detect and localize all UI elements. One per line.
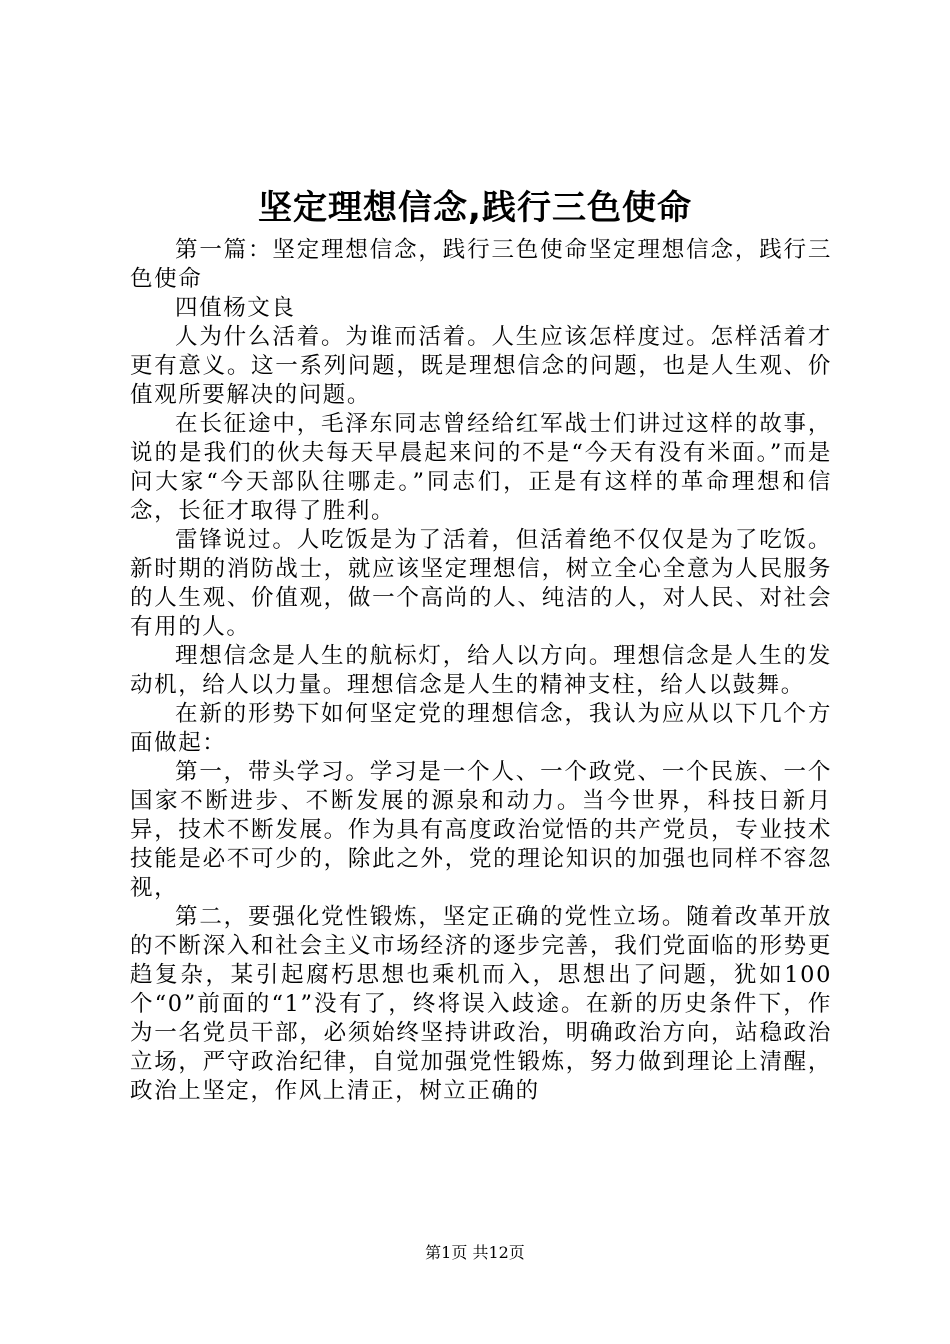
paragraph: 第二，要强化党性锻炼，坚定正确的党性立场。随着改革开放的不断深入和社会主义市场经济的逐步完善，我们党面临的形势更趋复杂，某引起腐朽思想也乘机而入，思想出了问题，犹如100个“0”前面的“1”没有了，终将误入歧途。在新的历史条件下，作为一名党员干部，必须始终坚持讲政治，明确政治方向，站稳政治立场，严守政治纪律，自觉加强党性锻炼，努力做到理论上清醒，政治上坚定，作风上清正，树立正确的 (130, 904, 832, 1104)
document-title: 坚定理想信念,践行三色使命 (258, 188, 692, 228)
paragraph: 雷锋说过。人吃饭是为了活着，但活着绝不仅仅是为了吃饭。新时期的消防战士，就应该坚定理想信，树立全心全意为人民服务的人生观、价值观，做一个高尚的人、纯洁的人，对人民、对社会有用的人。 (130, 527, 832, 640)
document-body (130, 236, 832, 1106)
page-number-footer: 第1页 共12页 (425, 1243, 525, 1262)
paragraph: 在新的形势下如何坚定党的理想信念，我认为应从以下几个方面做起： (130, 701, 832, 756)
paragraph: 人为什么活着。为谁而活着。人生应该怎样度过。怎样活着才更有意义。这一系列问题，既是理想信念的问题，也是人生观、价值观所要解决的问题。 (130, 324, 832, 408)
paragraph: 第一，带头学习。学习是一个人、一个政党、一个民族、一个国家不断进步、不断发展的源泉和动力。当今世界，科技日新月异，技术不断发展。作为具有高度政治觉悟的共产党员，专业技术技能是必不可少的，除此之外，党的理论知识的加强也同样不容忽视， (130, 759, 832, 901)
paragraph: 在长征途中，毛泽东同志曾经给红军战士们讲过这样的故事，说的是我们的伙夫每天早晨起来问的不是“今天有没有米面。”而是问大家“今天部队往哪走。”同志们，正是有这样的革命理想和信念，长征才取得了胜利。 (130, 411, 832, 524)
paragraph: 四值杨文良 (175, 295, 296, 321)
paragraph: 第一篇：坚定理想信念，践行三色使命坚定理想信念，践行三色使命 (130, 237, 832, 292)
paragraph: 理想信念是人生的航标灯，给人以方向。理想信念是人生的发动机，给人以力量。理想信念是人生的精神支柱，给人以鼓舞。 (130, 643, 832, 698)
